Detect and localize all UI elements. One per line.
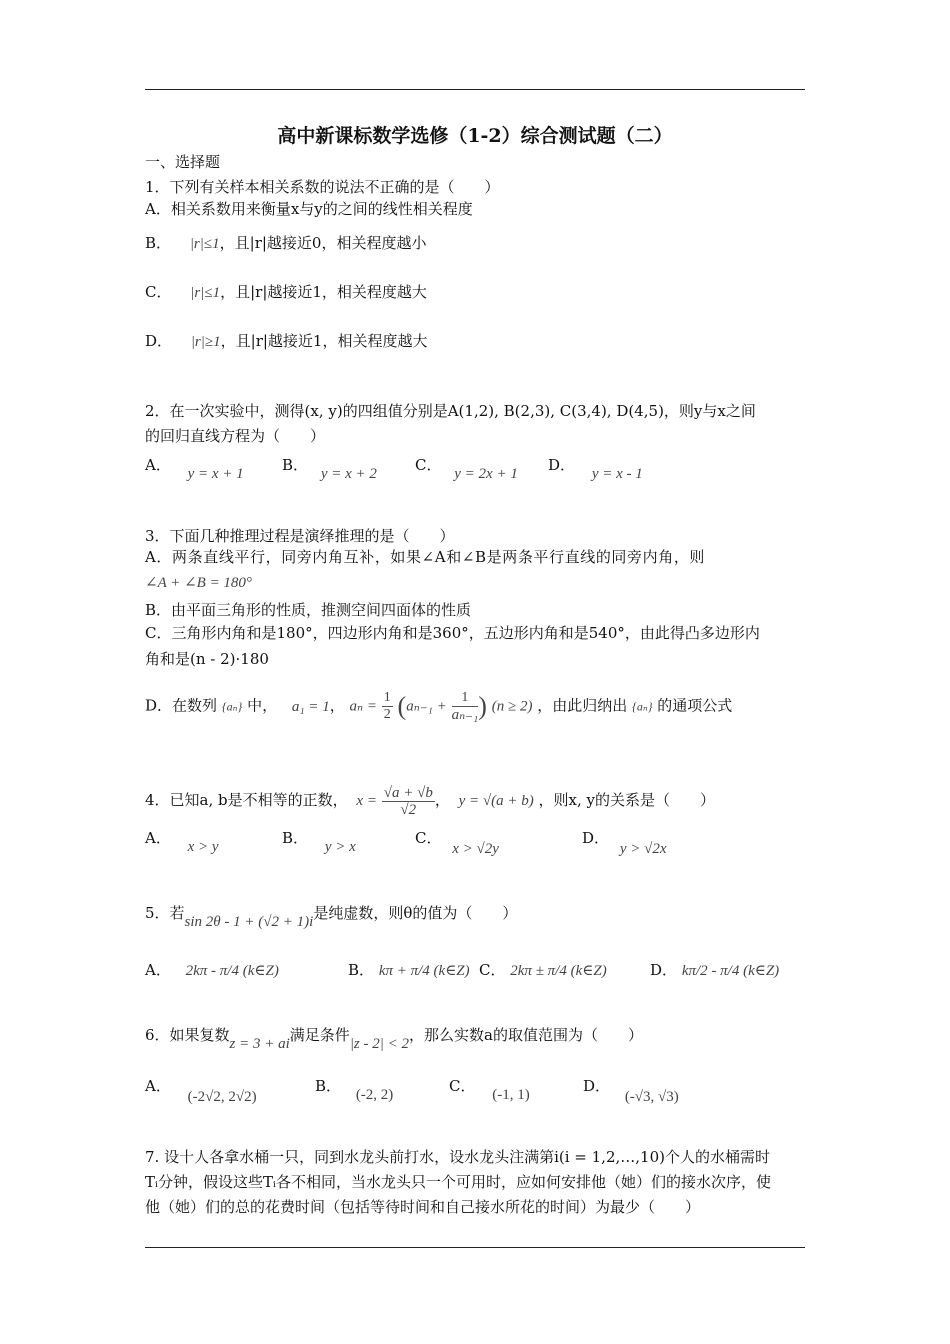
math-expr: kπ + π/4 (k∈Z) — [378, 963, 470, 979]
stem-text: 6．如果复数 — [145, 1026, 230, 1044]
math-expr: x > √2y — [452, 841, 499, 857]
fraction — [452, 690, 479, 723]
q1-option-d — [145, 331, 427, 352]
option-text: ，且|r|越接近0，相关程度越小 — [219, 234, 427, 252]
math-expr: (-1, 1) — [492, 1087, 530, 1103]
q5-option-d — [650, 960, 779, 981]
comma: ， — [329, 696, 345, 715]
q1-option-a: A．相关系数用来衡量x与y的之间的线性相关程度 — [145, 200, 473, 218]
option-label: C． — [415, 829, 442, 847]
denominator: 2 — [383, 707, 391, 722]
q4-stem: 4．已知a, b是不相等的正数， x = $\frac{√a + √b}{√2}$ ， y = √(a + b) ，则x, y的关系是（ ） — [145, 784, 715, 818]
q2-option-a — [145, 455, 244, 482]
option-text: 中， — [247, 696, 278, 715]
q3-option-c-line1: C．三角形内角和是180°，四边形内角和是360°，五边形内角和是540°，由此得凸多边形内 — [145, 624, 760, 642]
top-rule — [145, 89, 805, 90]
option-label: D． — [583, 1077, 611, 1095]
section-heading: 一、选择题 — [145, 153, 221, 171]
option-label: B． — [145, 234, 172, 252]
fraction — [382, 785, 435, 818]
q6-option-b — [315, 1076, 394, 1103]
math-expr: kπ/2 - π/4 (k∈Z) — [681, 963, 780, 979]
q3-stem: 3．下面几种推理过程是演绎推理的是（ ） — [145, 527, 455, 545]
option-label: B． — [315, 1077, 342, 1095]
numerator: √a + √b — [383, 784, 433, 801]
math-expr: y = x + 1 — [187, 466, 244, 482]
stem-text: 5．若 — [145, 904, 185, 922]
math-expr: 2kπ - π/4 (k∈Z) — [185, 963, 279, 979]
q3-option-b: B．由平面三角形的性质，推测空间四面体的性质 — [145, 601, 472, 619]
math-expr: aₙ = — [349, 698, 377, 715]
option-label: A． — [145, 456, 171, 474]
fraction — [382, 690, 393, 723]
math-expr: |z - 2| < 2 — [349, 1036, 410, 1052]
denominator: √2 — [400, 801, 417, 818]
math-expr: x > y — [187, 839, 219, 855]
math-expr: 2kπ ± π/4 (k∈Z) — [510, 963, 607, 979]
q3-option-a-line1: A．两条直线平行，同旁内角互补，如果∠A和∠B是两条平行直线的同旁内角，则 — [145, 548, 706, 566]
option-label: D．在数列 — [145, 696, 218, 715]
q2-stem-line1: 2．在一次实验中，测得(x, y)的四组值分别是A(1,2), B(2,3), C(3,4), D(4,5)，则y与x之间 — [145, 402, 756, 420]
math-expr: |r|≥1 — [190, 334, 221, 350]
q6-option-c — [449, 1076, 530, 1103]
math-expr: y = 2x + 1 — [454, 466, 518, 482]
math-expr: x = — [356, 793, 377, 809]
math-expr: a₁ = 1 — [291, 698, 330, 715]
paren-close: ) — [478, 691, 487, 721]
q3-option-a-line2: ∠A + ∠B = 180° — [145, 575, 252, 591]
q1-stem: 1．下列有关样本相关系数的说法不正确的是（ ） — [145, 178, 500, 196]
stem-text: 4．已知a, b是不相等的正数， — [145, 791, 348, 809]
q4-option-c — [415, 828, 499, 857]
math-expr: (-2, 2) — [355, 1087, 394, 1103]
math-expr: (n ≥ 2) — [491, 698, 533, 715]
option-text: ，由此归纳出 — [537, 696, 628, 715]
q2-option-b — [282, 455, 377, 482]
option-label: B． — [282, 829, 309, 847]
option-label: D． — [548, 456, 576, 474]
math-expr: {aₙ} — [632, 699, 653, 714]
option-label: D． — [145, 332, 173, 350]
q5-option-c — [479, 960, 607, 981]
denominator: aₙ₋₁ — [451, 707, 479, 723]
math-expr: y = x + 2 — [320, 466, 377, 482]
q2-option-c — [415, 455, 518, 482]
q2-stem-line2: 的回归直线方程为（ ） — [145, 427, 326, 445]
q6-option-a — [145, 1076, 257, 1105]
option-text: ，且|r|越接近1，相关程度越大 — [220, 332, 428, 350]
q5-option-b — [348, 960, 470, 981]
bottom-rule — [145, 1247, 805, 1248]
q3-option-d — [145, 690, 732, 723]
q7-stem-line1: 7. 设十人各拿水桶一只，同到水龙头前打水，设水龙头注满第i(i = 1,2,…,10)个人的水桶需时 — [145, 1148, 770, 1166]
page-title: 高中新课标数学选修（1-2）综合测试题（二） — [277, 125, 673, 147]
stem-text: 满足条件 — [289, 1026, 350, 1044]
option-label: C． — [479, 961, 506, 979]
option-label: C． — [415, 456, 442, 474]
option-label: B． — [348, 961, 375, 979]
stem-text: ，那么实数a的取值范围为（ ） — [409, 1026, 643, 1044]
q3-option-c-line2: 角和是(n - 2)·180 — [145, 650, 269, 668]
option-label: D． — [582, 829, 610, 847]
math-expr: {aₙ} — [221, 699, 243, 714]
option-label: C． — [449, 1077, 476, 1095]
q4-option-d — [582, 828, 667, 857]
option-text: 的通项公式 — [657, 696, 733, 715]
q4-option-a — [145, 828, 219, 855]
q7-stem-line2: Tᵢ分钟，假设这些Tᵢ各不相同，当水龙头只一个可用时，应如何安排他（她）们的接水次序，使 — [145, 1173, 772, 1191]
stem-text: ，则x, y的关系是（ ） — [538, 791, 715, 809]
option-label: D． — [650, 961, 678, 979]
q2-option-d — [548, 455, 643, 482]
math-expr: y > x — [324, 839, 356, 855]
option-label: B． — [282, 456, 309, 474]
math-expr: (-2√2, 2√2) — [187, 1089, 257, 1105]
q6-option-d — [583, 1076, 679, 1105]
math-expr: y > √2x — [619, 841, 667, 857]
paren-open: ( — [397, 691, 407, 721]
option-label: C． — [145, 283, 172, 301]
math-expr: y = x - 1 — [591, 466, 643, 482]
math-expr: z = 3 + ai — [229, 1036, 290, 1052]
numerator: 1 — [383, 690, 391, 705]
q7-stem-line3: 他（她）们的总的花费时间（包括等待时间和自己接水所花的时间）为最少（ ） — [145, 1198, 701, 1216]
q5-option-a — [145, 960, 279, 981]
math-expr: (-√3, √3) — [624, 1089, 679, 1105]
option-label: A． — [145, 961, 171, 979]
q1-option-b — [145, 233, 426, 254]
math-expr: aₙ₋₁ + — [406, 698, 447, 715]
math-expr: sin 2θ - 1 + (√2 + 1)i — [184, 914, 314, 930]
option-label: A． — [145, 829, 171, 847]
stem-text: 是纯虚数，则θ的值为（ ） — [313, 904, 518, 922]
q6-stem — [145, 1025, 643, 1052]
q5-stem — [145, 903, 518, 930]
math-expr: y = √(a + b) — [458, 793, 534, 809]
option-text: ，且|r|越接近1，相关程度越大 — [220, 283, 427, 301]
q1-option-c — [145, 282, 427, 303]
option-label: A． — [145, 1077, 171, 1095]
q4-option-b — [282, 828, 356, 855]
math-expr: |r|≤1 — [190, 285, 221, 301]
math-expr: |r|≤1 — [189, 236, 220, 252]
numerator: 1 — [452, 690, 479, 707]
